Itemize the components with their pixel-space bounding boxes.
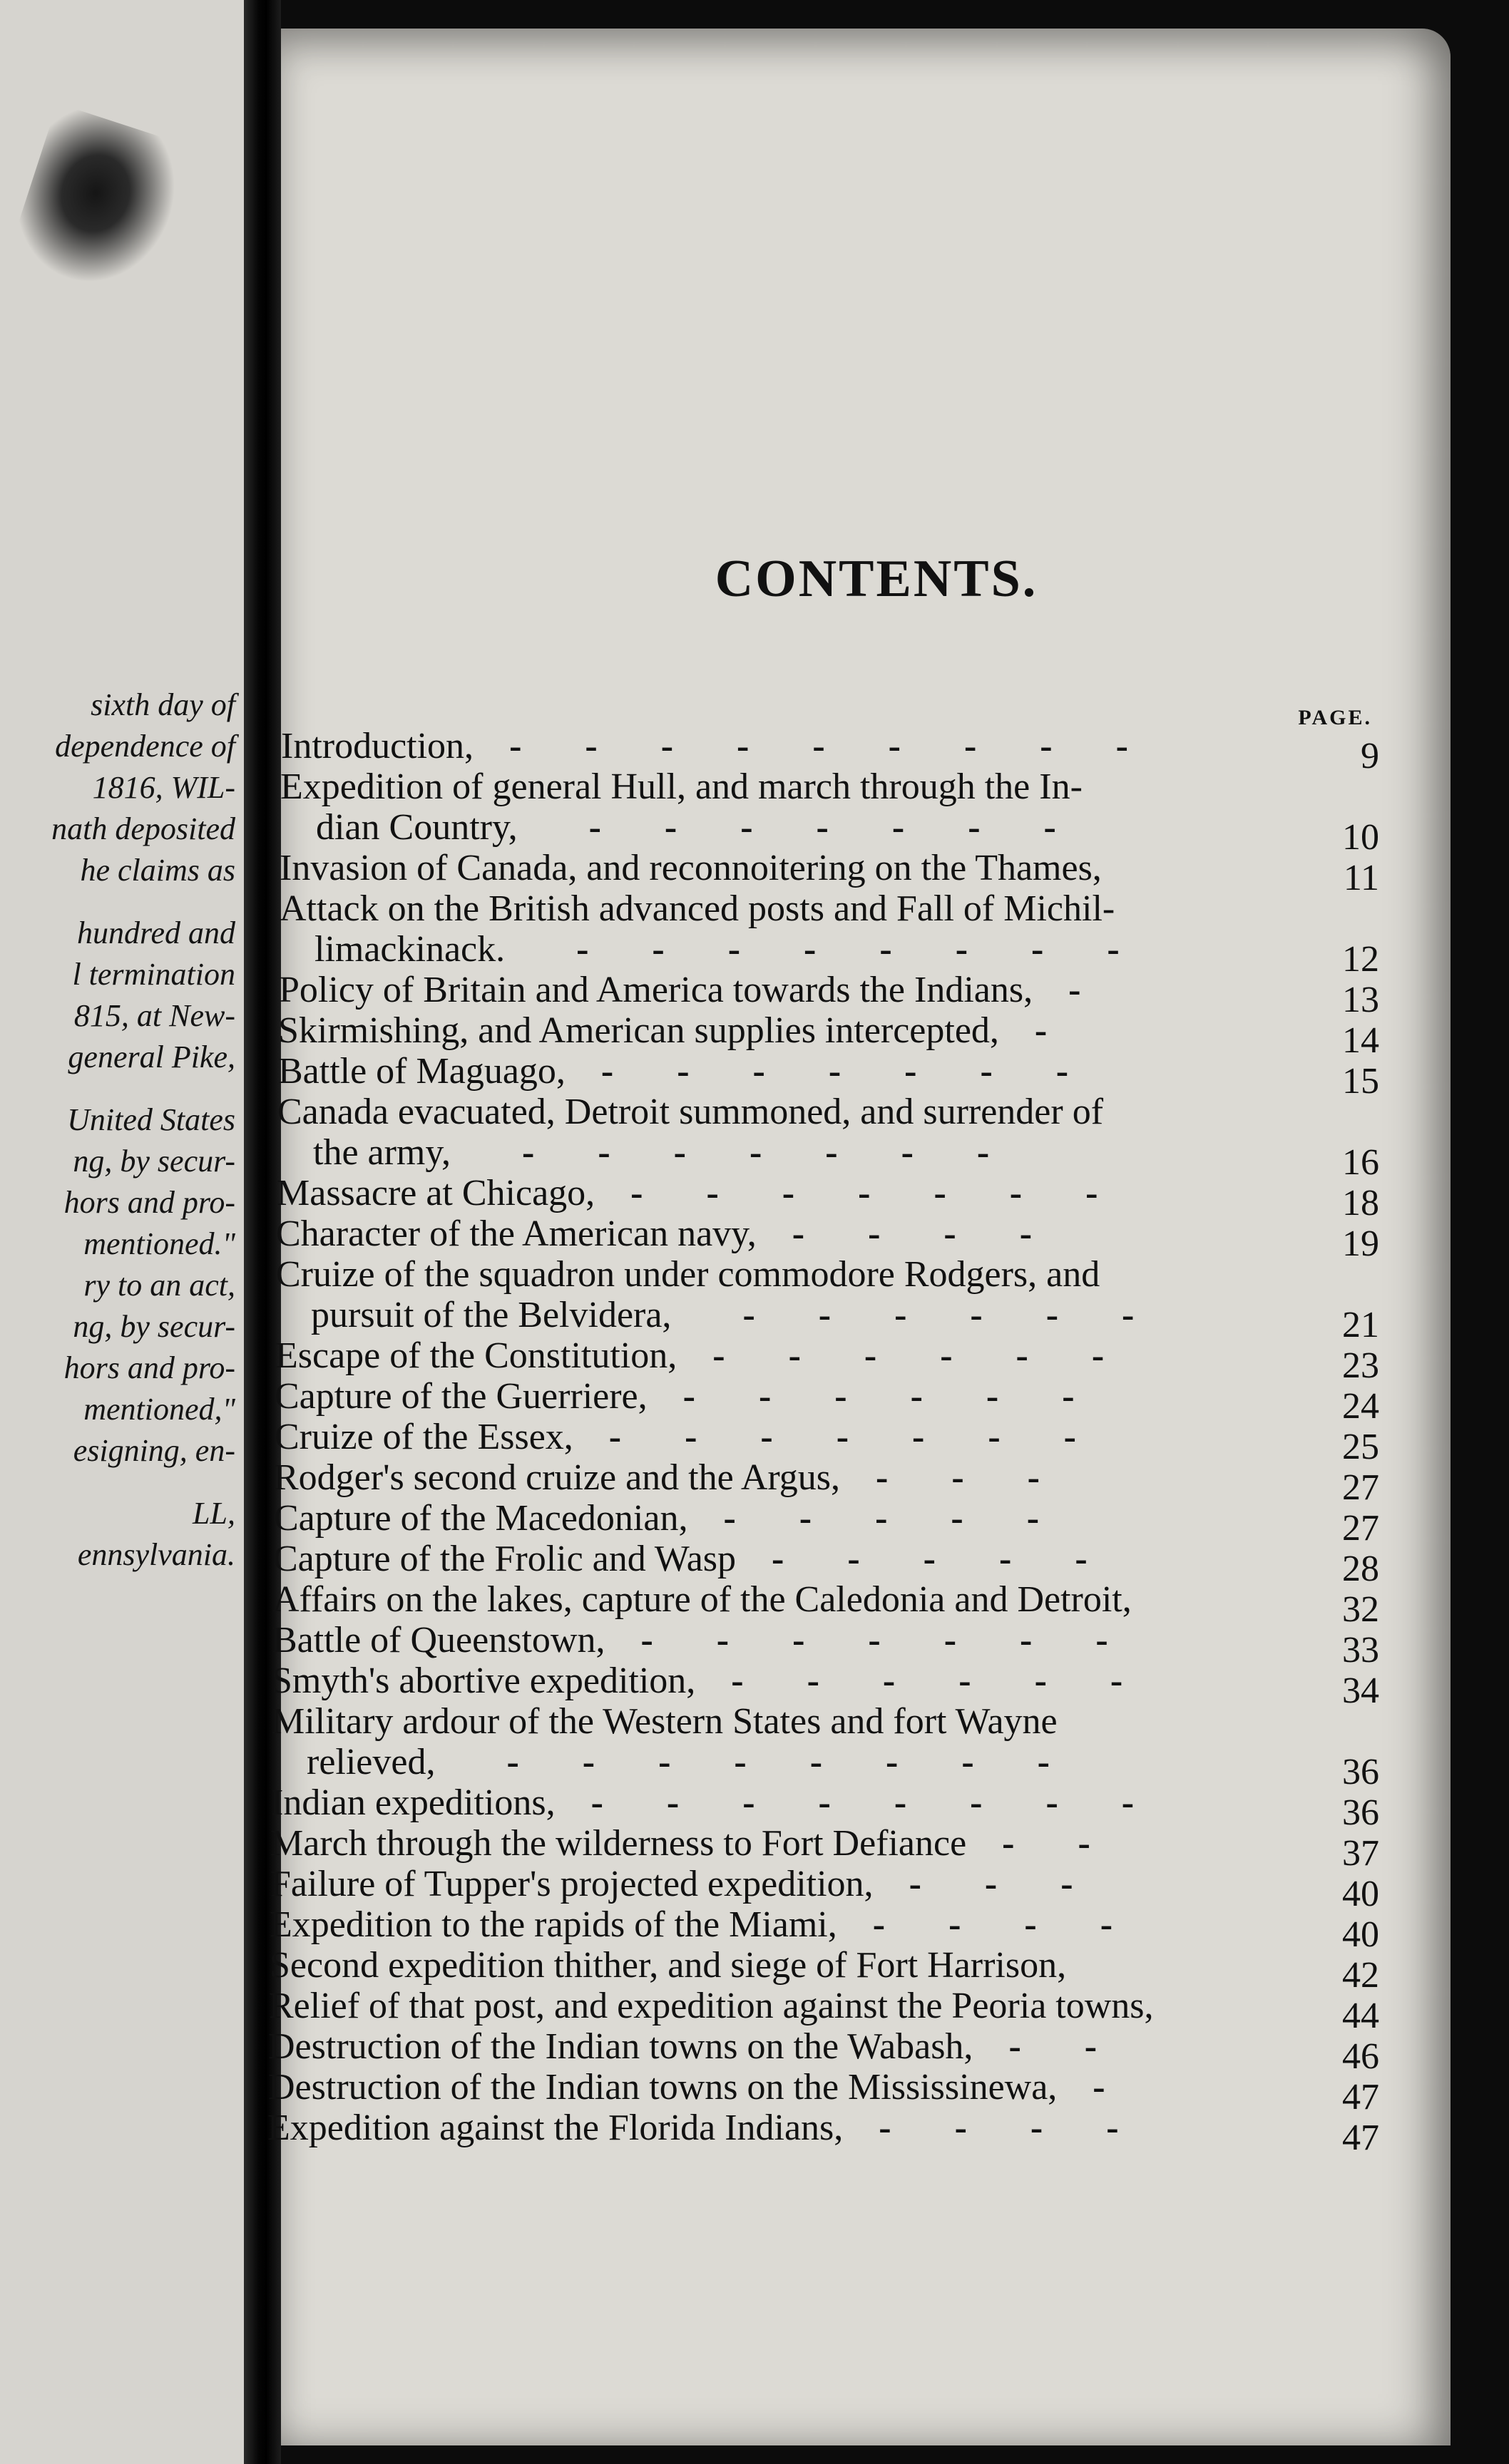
toc-leader-dots: - - - - bbox=[872, 1904, 1140, 1945]
toc-entry bbox=[270, 1823, 1451, 1874]
toc-entry-title: Capture of the Guerriere, bbox=[275, 1376, 648, 1417]
toc-leader-dots: - bbox=[1034, 1010, 1075, 1051]
toc-entry bbox=[278, 1051, 1451, 1102]
toc-entry-title: Smyth's abortive expedition, bbox=[272, 1660, 696, 1701]
toc-entry-title-continued: limackinack. bbox=[314, 929, 506, 970]
toc-page-number: 46 bbox=[1342, 2036, 1379, 2077]
toc-entry bbox=[269, 1986, 1451, 2036]
toc-entry bbox=[277, 1092, 1451, 1183]
left-page-line: LL, bbox=[193, 1496, 235, 1531]
left-page-line bbox=[0, 891, 235, 913]
toc-leader-dots: - - - - - bbox=[772, 1539, 1115, 1579]
toc-entry bbox=[272, 1660, 1451, 1711]
left-page-line: mentioned," bbox=[83, 1392, 235, 1427]
left-facing-page bbox=[0, 0, 244, 2464]
toc-entry bbox=[272, 1620, 1451, 1670]
toc-entry bbox=[268, 2026, 1451, 2077]
toc-entry bbox=[278, 1010, 1451, 1061]
toc-entry-title: Battle of Queenstown, bbox=[272, 1620, 605, 1660]
contents-page bbox=[267, 29, 1451, 2445]
toc-entry-title: Cruize of the Essex, bbox=[275, 1417, 573, 1457]
toc-page-number: 34 bbox=[1342, 1670, 1379, 1711]
toc-entry bbox=[276, 1213, 1451, 1264]
left-page-line: 815, at New- bbox=[73, 998, 235, 1033]
toc-entry bbox=[270, 1904, 1451, 1955]
left-page-text bbox=[0, 684, 235, 1576]
toc-leader-dots: - - - - - - - bbox=[630, 1173, 1125, 1213]
toc-entry-title: Indian expeditions, bbox=[271, 1782, 556, 1823]
left-page-line: ng, by secur- bbox=[73, 1144, 235, 1179]
ink-smudge bbox=[6, 103, 193, 304]
toc-entry-title: Expedition of general Hull, and march through the In- bbox=[280, 766, 1083, 807]
left-page-line: ennsylvania. bbox=[77, 1537, 235, 1572]
toc-entry bbox=[270, 1864, 1451, 1914]
toc-page-number: 40 bbox=[1342, 1874, 1379, 1914]
toc-page-number: 23 bbox=[1342, 1345, 1379, 1386]
toc-page-number: 47 bbox=[1342, 2118, 1379, 2158]
left-page-line: ry to an act, bbox=[83, 1268, 235, 1303]
toc-entry bbox=[272, 1701, 1451, 1792]
toc-entry-title: Affairs on the lakes, capture of the Caledonia and Detroit, bbox=[272, 1579, 1132, 1620]
toc-page-number: 16 bbox=[1342, 1142, 1379, 1183]
toc-entry-title: Invasion of Canada, and reconnoitering on the Thames, bbox=[280, 848, 1102, 888]
left-page-line: esigning, en- bbox=[73, 1433, 235, 1468]
toc-entry-title: Capture of the Frolic and Wasp bbox=[273, 1539, 737, 1579]
toc-leader-dots: - - - - - - bbox=[731, 1660, 1150, 1701]
toc-page-number: 44 bbox=[1342, 1996, 1379, 2036]
toc-page-number: 14 bbox=[1342, 1020, 1379, 1061]
toc-entry bbox=[280, 888, 1451, 980]
toc-page-number: 13 bbox=[1342, 980, 1379, 1020]
toc-entry-title: Character of the American navy, bbox=[276, 1213, 757, 1254]
toc-page-number: 27 bbox=[1342, 1508, 1379, 1549]
table-of-contents bbox=[267, 726, 1451, 2158]
left-page-line: hors and pro- bbox=[63, 1185, 235, 1220]
toc-leader-dots: - - - bbox=[876, 1457, 1067, 1498]
toc-page-number: 37 bbox=[1342, 1833, 1379, 1874]
toc-leader-dots: - - - - - - - - bbox=[590, 1782, 1162, 1823]
toc-page-number: 32 bbox=[1342, 1589, 1379, 1630]
toc-entry-title-continued: the army, bbox=[313, 1132, 451, 1173]
toc-page-number: 28 bbox=[1342, 1549, 1379, 1589]
toc-leader-dots: - bbox=[1093, 2067, 1132, 2108]
toc-entry-title-continued: pursuit of the Belvidera, bbox=[311, 1295, 672, 1335]
toc-entry-title: Battle of Maguago, bbox=[278, 1051, 566, 1092]
toc-entry-title: Failure of Tupper's projected expedition, bbox=[270, 1864, 874, 1904]
left-page-line: general Pike, bbox=[68, 1040, 235, 1074]
toc-leader-dots: - - - - - - - - bbox=[506, 1742, 1077, 1782]
toc-leader-dots: - - - - - - - - bbox=[576, 929, 1147, 970]
toc-entry-title: Military ardour of the Western States and fort Wayne bbox=[272, 1701, 1058, 1742]
toc-entry bbox=[270, 1945, 1451, 1996]
toc-leader-dots: - - - - bbox=[879, 2108, 1146, 2148]
toc-entry bbox=[275, 1417, 1451, 1467]
left-page-line: United States bbox=[67, 1102, 235, 1137]
toc-page-number: 25 bbox=[1342, 1427, 1379, 1467]
toc-page-number: 47 bbox=[1342, 2077, 1379, 2118]
toc-entry bbox=[267, 2108, 1451, 2158]
toc-page-number: 40 bbox=[1342, 1914, 1379, 1955]
toc-entry bbox=[279, 970, 1451, 1020]
left-page-line: nath deposited bbox=[51, 811, 235, 846]
toc-page-number: 9 bbox=[1361, 736, 1379, 776]
left-page-line: hundred and bbox=[76, 915, 235, 950]
left-page-line: dependence of bbox=[55, 729, 235, 764]
toc-entry-title: Rodger's second cruize and the Argus, bbox=[274, 1457, 840, 1498]
toc-leader-dots: - bbox=[1068, 970, 1108, 1010]
toc-entry-title: March through the wilderness to Fort Defiance bbox=[270, 1823, 967, 1864]
toc-leader-dots: - - - bbox=[909, 1864, 1100, 1904]
toc-leader-dots: - - - - - - bbox=[682, 1376, 1102, 1417]
toc-entry-title: Second expedition thither, and siege of Fort Harrison, bbox=[270, 1945, 1067, 1986]
left-page-line: mentioned." bbox=[83, 1226, 235, 1261]
toc-leader-dots: - - - - - - - bbox=[600, 1051, 1096, 1092]
toc-entry bbox=[271, 1782, 1451, 1833]
toc-leader-dots: - - - - - bbox=[723, 1498, 1067, 1539]
toc-page-number: 12 bbox=[1342, 939, 1379, 980]
toc-page-number: 11 bbox=[1343, 858, 1379, 898]
page-title: CONTENTS. bbox=[715, 550, 1038, 608]
toc-leader-dots: - - - - bbox=[792, 1213, 1060, 1254]
toc-leader-dots: - - bbox=[1008, 2026, 1125, 2067]
left-page-line: he claims as bbox=[80, 853, 235, 888]
toc-leader-dots: - - - - - - bbox=[742, 1295, 1162, 1335]
toc-entry bbox=[280, 848, 1451, 898]
toc-entry bbox=[281, 726, 1451, 776]
toc-entry bbox=[275, 1335, 1451, 1386]
toc-leader-dots: - - - - - - - bbox=[588, 807, 1083, 848]
toc-entry-title-continued: relieved, bbox=[307, 1742, 436, 1782]
toc-page-number: 18 bbox=[1342, 1183, 1379, 1223]
left-page-line: ng, by secur- bbox=[73, 1309, 235, 1344]
toc-page-number: 36 bbox=[1342, 1752, 1379, 1792]
toc-entry bbox=[276, 1254, 1451, 1345]
toc-entry bbox=[274, 1457, 1451, 1508]
toc-page-number: 36 bbox=[1342, 1792, 1379, 1833]
toc-page-number: 19 bbox=[1342, 1223, 1379, 1264]
toc-page-number: 21 bbox=[1342, 1305, 1379, 1345]
left-page-line bbox=[0, 1078, 235, 1099]
page-column-label: PAGE. bbox=[1298, 706, 1372, 729]
left-page-line: sixth day of bbox=[91, 687, 235, 722]
left-page-line: hors and pro- bbox=[63, 1350, 235, 1385]
toc-entry bbox=[277, 1173, 1451, 1223]
toc-leader-dots: - - - - - - bbox=[712, 1335, 1132, 1376]
toc-entry bbox=[280, 766, 1451, 858]
toc-entry-title: Relief of that post, and expedition against the Peoria towns, bbox=[269, 1986, 1154, 2026]
toc-entry bbox=[273, 1539, 1451, 1589]
left-page-line bbox=[0, 1472, 235, 1493]
left-page-line: 1816, WIL- bbox=[92, 770, 235, 805]
toc-leader-dots: - - - - - - - bbox=[608, 1417, 1103, 1457]
toc-entry-title: Expedition against the Florida Indians, bbox=[267, 2108, 844, 2148]
toc-leader-dots: - - - - - - - - - bbox=[509, 726, 1155, 766]
toc-entry-title: Massacre at Chicago, bbox=[277, 1173, 595, 1213]
toc-entry-title: Canada evacuated, Detroit summoned, and surrender of bbox=[277, 1092, 1104, 1132]
toc-page-number: 10 bbox=[1342, 817, 1379, 858]
toc-entry-title: Expedition to the rapids of the Miami, bbox=[270, 1904, 837, 1945]
toc-leader-dots: - - - - - - - bbox=[640, 1620, 1135, 1660]
toc-entry-title: Policy of Britain and America towards the Indians, bbox=[279, 970, 1033, 1010]
toc-entry-title: Skirmishing, and American supplies intercepted, bbox=[278, 1010, 999, 1051]
toc-leader-dots: - - bbox=[1002, 1823, 1117, 1864]
toc-page-number: 24 bbox=[1342, 1386, 1379, 1427]
toc-page-number: 15 bbox=[1342, 1061, 1379, 1102]
toc-entry-title-continued: dian Country, bbox=[316, 807, 518, 848]
toc-entry bbox=[268, 2067, 1451, 2118]
left-page-line: l termination bbox=[72, 957, 235, 992]
toc-page-number: 27 bbox=[1342, 1467, 1379, 1508]
toc-page-number: 42 bbox=[1342, 1955, 1379, 1996]
toc-entry-title: Introduction, bbox=[281, 726, 474, 766]
toc-page-number: 33 bbox=[1342, 1630, 1379, 1670]
toc-leader-dots: - - - - - - - bbox=[522, 1132, 1017, 1173]
toc-entry-title: Attack on the British advanced posts and Fall of Michil- bbox=[280, 888, 1115, 929]
toc-entry bbox=[272, 1579, 1451, 1630]
toc-entry bbox=[275, 1376, 1451, 1427]
toc-entry-title: Cruize of the squadron under commodore Rodgers, and bbox=[276, 1254, 1100, 1295]
toc-entry-title: Destruction of the Indian towns on the Wabash, bbox=[268, 2026, 973, 2067]
toc-entry bbox=[274, 1498, 1451, 1549]
toc-entry-title: Capture of the Macedonian, bbox=[274, 1498, 688, 1539]
toc-entry-title: Destruction of the Indian towns on the Mississinewa, bbox=[268, 2067, 1058, 2108]
toc-entry-title: Escape of the Constitution, bbox=[275, 1335, 677, 1376]
